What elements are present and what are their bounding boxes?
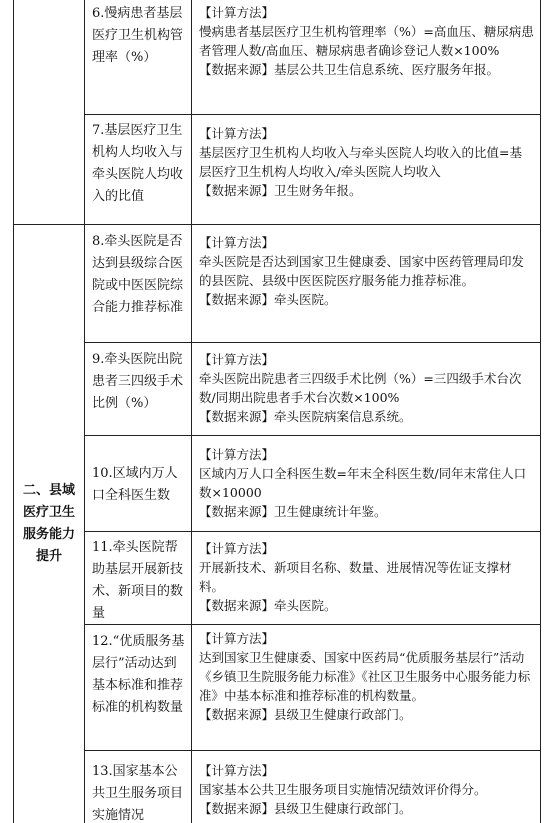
method-heading: 【计算方法】: [199, 763, 275, 778]
indicator-name-cell: [85, 436, 191, 531]
indicator-description-cell: [192, 115, 540, 224]
data-source: 【数据来源】卫生健康统计年鉴。: [199, 504, 387, 519]
data-source: 【数据来源】牵头医院病案信息系统。: [199, 409, 412, 424]
indicator-name: 7.基层医疗卫生机构人均收入与牵头医院人均收入的比值: [92, 123, 184, 204]
indicator-name-cell: [85, 625, 191, 750]
method-heading: 【计算方法】: [199, 5, 275, 20]
method-heading: 【计算方法】: [199, 126, 275, 141]
indicator-description-cell: [192, 751, 540, 823]
method-heading: 【计算方法】: [199, 352, 275, 367]
method-heading: 【计算方法】: [199, 447, 275, 462]
data-source: 【数据来源】县级卫生健康行政部门。: [199, 707, 412, 722]
method-heading: 【计算方法】: [199, 235, 275, 250]
category-cell: [14, 225, 84, 823]
indicator-name: 9.牵头医院出院患者三四级手术比例（%）: [92, 352, 184, 411]
indicator-name-cell: [85, 532, 191, 624]
indicator-name-cell: [85, 115, 191, 224]
indicator-name: 13.国家基本公共卫生服务项目实施情况: [92, 764, 184, 823]
indicator-description-cell: [192, 0, 540, 114]
method-heading: 【计算方法】: [199, 541, 275, 556]
indicator-description-cell: [192, 343, 540, 435]
data-source: 【数据来源】基层公共卫生信息系统、医疗服务年报。: [199, 62, 500, 77]
data-source: 【数据来源】牵头医院。: [199, 292, 337, 307]
method-text: 区域内万人口全科医生数=年末全科医生数/同年末常住人口数×10000: [199, 466, 527, 500]
indicator-description-cell: [192, 532, 540, 624]
method-text: 开展新技术、新项目名称、数量、进展情况等佐证支撑材料。: [199, 560, 512, 594]
indicator-name: 10.区域内万人口全科医生数: [92, 466, 178, 503]
data-source: 【数据来源】卫生财务年报。: [199, 183, 362, 198]
method-text: 牵头医院是否达到国家卫生健康委、国家中医药管理局印发的县医院、县级中医医院医疗服务能力推荐标准。: [199, 254, 525, 288]
indicator-name: 6.慢病患者基层医疗卫生机构管理率（%）: [92, 6, 184, 65]
indicator-description-cell: [192, 436, 540, 531]
indicator-name-cell: [85, 225, 191, 342]
data-source: 【数据来源】牵头医院。: [199, 598, 337, 613]
indicator-name: 12.“优质服务基层行”活动达到基本标准和推荐标准的机构数量: [92, 634, 185, 715]
indicator-name: 8.牵头医院是否达到县级综合医院或中医医院综合能力推荐标准: [92, 234, 184, 315]
category-label: 二、县域医疗卫生服务能力提升: [22, 483, 75, 564]
indicator-name-cell: [85, 751, 191, 823]
data-source: 【数据来源】县级卫生健康行政部门。: [199, 801, 412, 816]
method-text: 慢病患者基层医疗卫生机构管理率（%）=高血压、糖尿病患者管理人数/高血压、糖尿病患者确诊登记人数×100%: [199, 24, 534, 58]
indicator-description-cell: [192, 625, 540, 750]
indicator-description-cell: [192, 225, 540, 342]
method-text: 达到国家卫生健康委、国家中医药局“优质服务基层行”活动《乡镇卫生院服务能力标准》《社区卫生服务中心服务能力标准》中基本标准和推荐标准的机构数量。: [199, 650, 531, 703]
indicator-name-cell: [85, 343, 191, 435]
method-text: 基层医疗卫生机构人均收入与牵头医院人均收入的比值=基层医疗卫生机构人均收入/牵头医院人均收入: [199, 145, 522, 179]
method-text: 国家基本公共卫生服务项目实施情况绩效评价得分。: [199, 782, 487, 797]
indicator-name: 11.牵头医院帮助基层开展新技术、新项目的数量: [92, 540, 184, 621]
indicator-name-cell: [85, 0, 191, 114]
method-text: 牵头医院出院患者三四级手术比例（%）=三四级手术台次数/同期出院患者手术台次数×100%: [199, 371, 522, 405]
method-heading: 【计算方法】: [199, 631, 275, 646]
